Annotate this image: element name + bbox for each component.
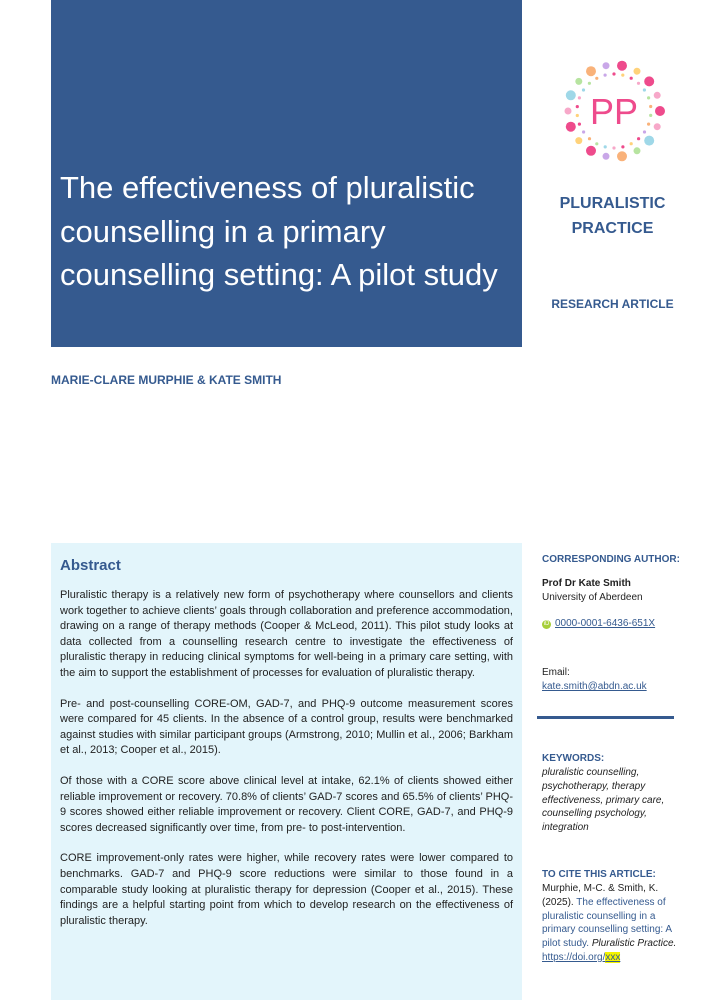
citation-journal: Pluralistic Practice. xyxy=(591,938,677,950)
corresponding-author-heading: CORRESPONDING AUTHOR: xyxy=(542,554,680,565)
keywords-list: pluralistic counselling, psychotherapy, therapy effectiveness, primary care, counselling psychology, integration xyxy=(542,767,665,834)
logo-dot xyxy=(586,66,596,76)
logo-dot xyxy=(617,151,627,161)
logo-dot xyxy=(578,96,581,99)
logo-dot xyxy=(576,105,579,108)
logo-dot xyxy=(578,123,581,126)
article-type: RESEARCH ARTICLE xyxy=(551,297,674,311)
abstract-heading: Abstract xyxy=(60,557,121,574)
orcid-link[interactable]: 0000-0001-6436-651X xyxy=(555,618,656,629)
logo-dot xyxy=(644,76,654,86)
logo-dot xyxy=(603,62,610,69)
abstract-body xyxy=(60,588,513,944)
logo-dot xyxy=(634,147,641,154)
journal-name xyxy=(530,191,695,241)
abstract-paragraph: Of those with a CORE score above clinical level at intake, 62.1% of clients showed either reliable improvement or recovery. 70.8% of clients’ GAD-7 scores and 65.5% of clients’ PHQ-9 scores showed either reliable improvement or recovery. Client CORE, GAD-7, and PHQ-9 scores decreased significantly over time, from pre- to post-intervention. xyxy=(60,774,513,834)
logo-dot xyxy=(644,136,654,146)
cite-heading: TO CITE THIS ARTICLE: xyxy=(542,869,656,880)
logo-dot xyxy=(586,146,596,156)
logo-dot xyxy=(655,106,665,116)
citation-title: The effectiveness of pluralistic counselling in a primary counselling setting: A pilot study. xyxy=(542,896,672,950)
logo-dot xyxy=(612,146,615,149)
logo-dot xyxy=(566,122,576,132)
logo-dot xyxy=(566,90,576,100)
logo-dot xyxy=(643,88,646,91)
logo-dot xyxy=(604,145,607,148)
logo-dot xyxy=(575,137,582,144)
logo-dot xyxy=(630,142,633,145)
section-divider xyxy=(537,716,674,719)
logo-dot xyxy=(604,74,607,77)
logo-dot xyxy=(621,145,624,148)
citation-authors: Murphie, M-C. & Smith, K. (2025). xyxy=(542,883,659,908)
logo-dot xyxy=(603,153,610,160)
logo-initials: PP xyxy=(589,91,639,132)
logo-dot xyxy=(637,137,640,140)
logo-dot xyxy=(647,96,650,99)
abstract-paragraph: CORE improvement-only rates were higher, while recovery rates were lower compared to benchmarks. GAD-7 and PHQ-9 score reductions were similar to those found in a comparable study looking at pluralistic therapy for depression (Cooper et al., 2015). These findings are a helpful starting point from which to develop research on the effectiveness of pluralistic therapy. xyxy=(60,852,513,927)
author-name: Prof Dr Kate Smith xyxy=(542,578,631,589)
logo-dot xyxy=(634,68,641,75)
keywords-heading: KEYWORDS: xyxy=(542,753,605,764)
orcid-row xyxy=(542,617,692,631)
logo-dot xyxy=(637,82,640,85)
abstract-paragraph: Pluralistic therapy is a relatively new form of psychotherapy where counsellors and clients work together to achieve clients’ goals through collaboration and preference accommodation, drawing on a range of therapy methods (Cooper & McLeod, 2011). This pilot study looks at data collected from a counselling research centre to investigate the effectiveness of pluralistic therapy in reducing clinical symptoms for well-being in a primary care setting, with the aim to support the establishment of processes for evaluation of pluralistic therapy. xyxy=(60,589,513,679)
logo-dot xyxy=(565,108,572,115)
journal-name-line2: PRACTICE xyxy=(571,220,654,237)
pluralistic-practice-logo xyxy=(558,57,670,169)
email-label: Email: xyxy=(542,667,570,678)
doi-prefix: https://doi.org/ xyxy=(542,951,606,963)
author-affiliation: University of Aberdeen xyxy=(542,592,643,603)
logo-dot xyxy=(595,77,598,80)
orcid-icon: iD xyxy=(543,621,550,627)
doi-suffix: xxx xyxy=(605,951,621,963)
logo-dot xyxy=(621,74,624,77)
logo-dot xyxy=(612,72,615,75)
logo-dot xyxy=(647,123,650,126)
doi-link[interactable] xyxy=(542,952,620,963)
logo-dot xyxy=(654,92,661,99)
author-list: MARIE-CLARE MURPHIE & KATE SMITH xyxy=(51,373,282,387)
logo-dot xyxy=(582,130,585,133)
logo-dot xyxy=(582,88,585,91)
logo-dot xyxy=(588,137,591,140)
article-title: The effectiveness of pluralistic counselling in a primary counselling setting: A pilot study xyxy=(60,170,498,292)
journal-name-line1: PLURALISTIC xyxy=(559,195,666,212)
email-link[interactable]: kate.smith@abdn.ac.uk xyxy=(542,681,647,692)
abstract-paragraph: Pre- and post-counselling CORE-OM, GAD-7, and PHQ-9 outcome measurement scores were compared for 45 clients. In the absence of a control group, results were benchmarked against studies with similar participant groups (Armstrong, 2010; Mullin et al., 2006; Barkham et al., 2013; Cooper et al., 2015). xyxy=(60,697,513,757)
logo-dot xyxy=(617,61,627,71)
logo-dot xyxy=(654,123,661,130)
logo-dot xyxy=(630,77,633,80)
logo-dot xyxy=(595,142,598,145)
logo-dot xyxy=(649,114,652,117)
logo-dot xyxy=(576,114,579,117)
citation-text xyxy=(542,882,682,965)
logo-dot xyxy=(575,78,582,85)
logo-dot xyxy=(643,130,646,133)
logo-dot xyxy=(588,82,591,85)
logo-dot xyxy=(649,105,652,108)
